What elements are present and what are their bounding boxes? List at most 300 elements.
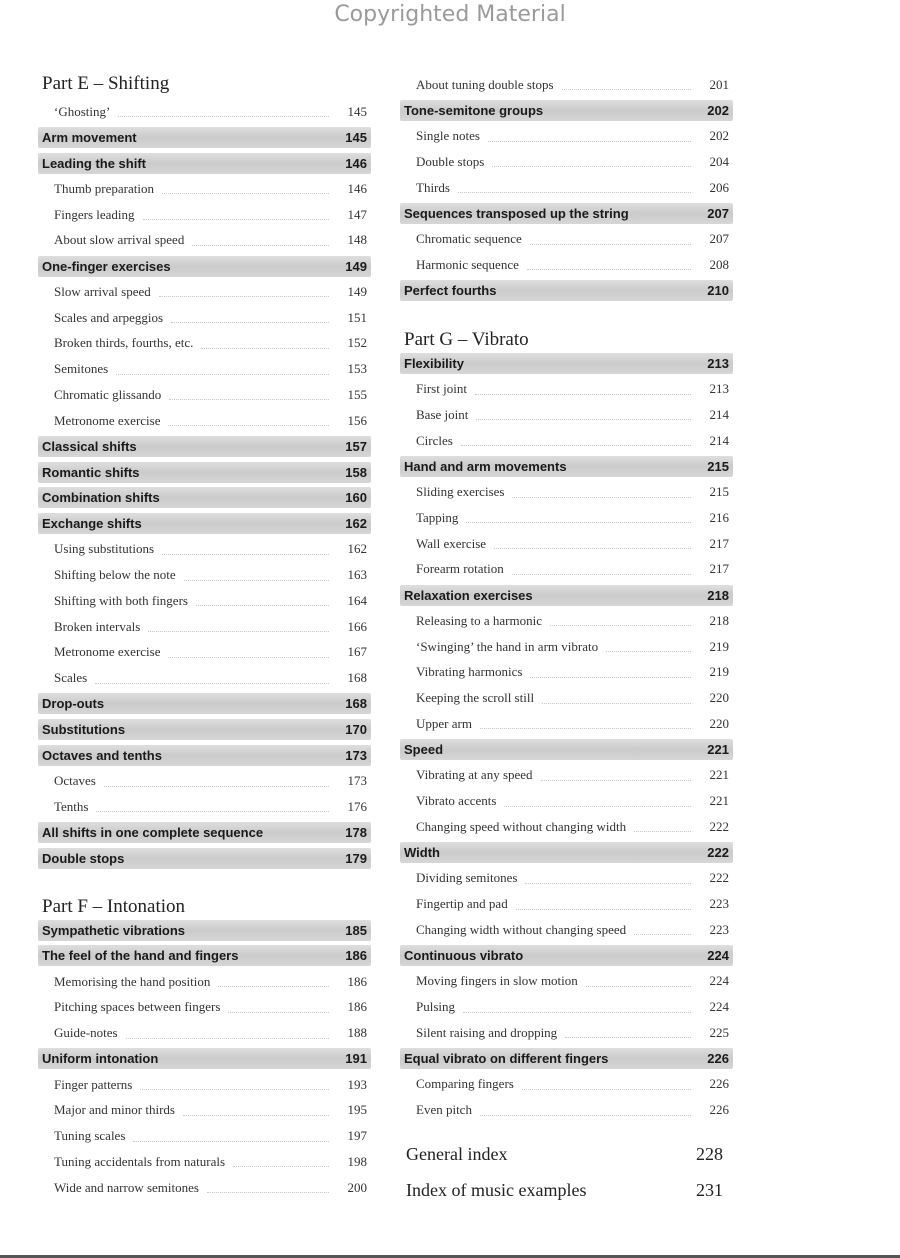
toc-entry — [400, 688, 733, 709]
toc-entry — [38, 1151, 371, 1172]
toc-page-number: 224 — [709, 999, 729, 1014]
toc-entry — [38, 668, 371, 689]
toc-entry — [38, 1177, 371, 1198]
leader-dots — [476, 419, 691, 420]
toc-entry-label: Drop-outs — [42, 696, 105, 712]
leader-dots — [480, 728, 691, 729]
toc-entry-label: Vibrato accents — [416, 793, 497, 808]
toc-entry — [400, 636, 733, 657]
toc-page-number: 149 — [345, 258, 367, 274]
toc-entry-label: Dividing semitones — [416, 870, 518, 886]
toc-page-number: 217 — [709, 561, 729, 577]
leader-dots — [606, 651, 691, 652]
toc-page-number: 193 — [347, 1076, 367, 1092]
toc-section-heading — [38, 487, 371, 508]
toc-entry — [400, 559, 733, 580]
toc-entry-label: Wide and narrow semitones — [54, 1179, 199, 1195]
toc-entry-label: Shifting below the note — [54, 567, 176, 582]
toc-entry-label: Chromatic sequence — [416, 231, 522, 246]
toc-entry-label: Base joint — [416, 406, 469, 422]
toc-page-number: 145 — [345, 129, 367, 145]
toc-entry — [38, 410, 371, 431]
leader-dots — [634, 934, 691, 935]
toc-page-number: 216 — [709, 509, 729, 525]
toc-page-number: 218 — [709, 612, 729, 628]
leader-dots — [475, 394, 691, 395]
leader-dots — [516, 909, 691, 910]
toc-entry — [38, 590, 371, 611]
toc-entry-label: Broken thirds, fourths, etc. — [54, 335, 194, 351]
toc-section-heading — [38, 462, 371, 483]
toc-entry — [400, 1100, 733, 1121]
toc-entry-label: Slow arrival speed — [54, 283, 151, 299]
part-heading: Part F – Intonation — [42, 896, 186, 917]
toc-entry — [38, 1100, 371, 1121]
toc-page-number: 202 — [707, 102, 729, 118]
toc-page-number: 176 — [347, 798, 367, 814]
toc-page-number: 220 — [709, 715, 729, 731]
toc-entry — [400, 610, 733, 631]
toc-entry-label: Major and minor thirds — [54, 1102, 175, 1118]
toc-page-number: 213 — [707, 355, 729, 371]
toc-entry-label: Leading the shift — [42, 155, 146, 171]
toc-page-number: 202 — [709, 128, 729, 143]
leader-dots — [458, 192, 691, 193]
leader-dots — [522, 1089, 691, 1090]
leader-dots — [461, 445, 691, 446]
toc-entry-label: Exchange shifts — [42, 516, 142, 531]
toc-entry-label: The feel of the hand and fingers — [42, 948, 239, 964]
toc-page-number: 160 — [345, 490, 367, 506]
toc-entry-label: Fingers leading — [54, 206, 135, 222]
toc-section-heading — [400, 739, 733, 760]
toc-page-number: 163 — [347, 567, 367, 582]
toc-entry-label: Fingertip and pad — [416, 896, 508, 911]
leader-dots — [95, 683, 329, 684]
toc-page-number: 208 — [709, 256, 729, 272]
toc-entry-label: Sliding exercises — [416, 484, 505, 499]
toc-entry-label: Changing width without changing speed — [416, 921, 627, 937]
toc-entry — [400, 997, 733, 1018]
toc-page-number: 222 — [707, 845, 729, 860]
toc-entry-label: Tuning scales — [54, 1128, 126, 1143]
index-page-number: 231 — [696, 1179, 723, 1200]
leader-dots — [207, 1192, 329, 1193]
leader-dots — [104, 786, 329, 787]
toc-page-number: 173 — [345, 747, 367, 763]
toc-entry-label: Flexibility — [404, 355, 464, 371]
leader-dots — [480, 1115, 691, 1116]
toc-page-number: 219 — [709, 664, 729, 680]
toc-entry-label: Shifting with both fingers — [54, 592, 188, 608]
toc-entry-label: Relaxation exercises — [404, 587, 533, 603]
toc-entry-label: Using substitutions — [54, 541, 155, 557]
toc-page-number: 207 — [707, 205, 729, 221]
toc-page-number: 222 — [709, 818, 729, 834]
toc-entry — [38, 230, 371, 251]
toc-entry — [400, 177, 733, 198]
toc-entry-label: Equal vibrato on different fingers — [404, 1051, 609, 1066]
index-entry — [400, 1176, 733, 1204]
toc-entry-label: Thumb preparation — [54, 180, 154, 196]
toc-entry — [38, 307, 371, 328]
toc-entry-label: Substitutions — [42, 722, 126, 737]
leader-dots — [184, 580, 329, 581]
toc-entry — [400, 816, 733, 837]
index-entry-label: General index — [406, 1143, 508, 1164]
leader-dots — [586, 986, 691, 987]
leader-dots — [171, 322, 329, 323]
toc-entry — [38, 539, 371, 560]
toc-entry — [400, 791, 733, 812]
toc-entry — [38, 997, 371, 1018]
toc-entry-label: Vibrating harmonics — [416, 664, 523, 680]
toc-entry — [400, 482, 733, 503]
toc-page-number: 186 — [345, 948, 367, 964]
leader-dots — [133, 1141, 329, 1142]
toc-page-number: 201 — [709, 76, 729, 92]
toc-entry — [400, 254, 733, 275]
toc-entry — [38, 359, 371, 380]
toc-page-number: 147 — [347, 206, 367, 222]
toc-section-heading — [400, 203, 733, 224]
toc-page-number: 206 — [709, 179, 729, 195]
toc-entry-label: Hand and arm movements — [404, 458, 567, 474]
toc-entry-label: Double stops — [416, 153, 485, 169]
toc-entry — [38, 1023, 371, 1044]
toc-page-number: 214 — [709, 406, 729, 422]
toc-page-number: 221 — [707, 742, 729, 757]
toc-entry — [38, 281, 371, 302]
toc-entry-label: Metronome exercise — [54, 412, 161, 428]
leader-dots — [512, 497, 691, 498]
toc-entry-label: Keeping the scroll still — [416, 690, 535, 705]
toc-entry-label: Octaves — [54, 773, 96, 788]
leader-dots — [634, 831, 691, 832]
toc-entry-label: All shifts in one complete sequence — [42, 825, 264, 840]
toc-entry — [400, 919, 733, 940]
toc-entry-label: Wall exercise — [416, 535, 487, 551]
leader-dots — [140, 1089, 329, 1090]
toc-page-number: 224 — [709, 973, 729, 989]
toc-page-number: 219 — [709, 638, 729, 654]
leader-dots — [530, 244, 691, 245]
toc-page-number: 217 — [709, 535, 729, 551]
toc-entry-label: Thirds — [416, 179, 450, 195]
toc-entry-label: Tuning accidentals from naturals — [54, 1153, 226, 1169]
toc-entry-label: Finger patterns — [54, 1076, 133, 1092]
toc-entry — [38, 333, 371, 354]
toc-entry-label: Forearm rotation — [416, 561, 504, 577]
leader-dots — [183, 1115, 329, 1116]
toc-entry — [400, 430, 733, 451]
toc-entry-label: Circles — [416, 432, 453, 448]
leader-dots — [525, 883, 691, 884]
leader-dots — [169, 399, 329, 400]
toc-page-number: 218 — [707, 587, 729, 603]
toc-page-number: 195 — [347, 1102, 367, 1118]
toc-page-number: 197 — [347, 1128, 367, 1143]
toc-page-number: 191 — [345, 1051, 367, 1067]
toc-entry-label: Speed — [404, 742, 444, 757]
toc-page-number: 222 — [709, 870, 729, 886]
toc-entry — [38, 642, 371, 663]
toc-page-number: 164 — [347, 592, 367, 608]
toc-entry-label: Releasing to a harmonic — [416, 612, 542, 628]
toc-page-number: 215 — [707, 458, 729, 474]
toc-page-number: 225 — [709, 1024, 729, 1040]
toc-entry — [38, 796, 371, 817]
toc-entry-label: Octaves and tenths — [42, 747, 162, 763]
part-heading: Part E – Shifting — [42, 73, 170, 94]
toc-entry-label: Broken intervals — [54, 618, 141, 634]
leader-dots — [542, 703, 691, 704]
leader-dots — [463, 1012, 691, 1013]
leader-dots — [118, 116, 329, 117]
toc-page-number: 186 — [347, 999, 367, 1015]
toc-page-number: 223 — [709, 921, 729, 937]
toc-entry — [400, 1022, 733, 1043]
toc-page-number: 210 — [707, 283, 729, 298]
toc-entry — [400, 1074, 733, 1095]
toc-entry — [400, 713, 733, 734]
toc-entry-label: About tuning double stops — [416, 76, 554, 92]
toc-entry-label: Changing speed without changing width — [416, 818, 627, 834]
toc-entry-label: Scales — [54, 670, 88, 685]
toc-section-heading — [400, 945, 733, 966]
toc-entry-label: Tone-semitone groups — [404, 102, 544, 118]
toc-section-heading — [400, 585, 733, 606]
toc-page-number: 226 — [707, 1051, 729, 1066]
toc-page-number: 207 — [709, 231, 729, 246]
toc-page-number: 213 — [709, 381, 729, 396]
toc-page-number: 204 — [709, 153, 729, 169]
toc-page-number: 223 — [709, 896, 729, 911]
toc-entry-label: Vibrating at any speed — [416, 767, 533, 783]
toc-entry-label: Comparing fingers — [416, 1076, 514, 1092]
leader-dots — [527, 269, 691, 270]
toc-section-heading — [400, 842, 733, 863]
toc-entry — [400, 868, 733, 889]
toc-entry-label: Single notes — [416, 128, 480, 143]
leader-dots — [148, 631, 329, 632]
toc-page-number: 185 — [345, 922, 367, 938]
toc-page-number: 145 — [347, 103, 367, 119]
toc-entry-label: Even pitch — [416, 1102, 472, 1117]
toc-page-number: 188 — [347, 1025, 367, 1040]
toc-entry-label: About slow arrival speed — [54, 232, 185, 248]
toc-entry — [400, 404, 733, 425]
toc-page-number: 214 — [709, 432, 729, 448]
toc-entry — [400, 379, 733, 400]
toc-section-heading — [400, 353, 733, 374]
leader-dots — [562, 89, 691, 90]
toc-entry-label: Metronome exercise — [54, 644, 161, 660]
leader-dots — [466, 522, 691, 523]
toc-section-heading — [38, 513, 371, 534]
leader-dots — [218, 986, 329, 987]
toc-page-number: 226 — [709, 1102, 729, 1117]
toc-entry — [38, 565, 371, 586]
toc-entry — [38, 384, 371, 405]
toc-entry — [38, 204, 371, 225]
leader-dots — [494, 548, 691, 549]
toc-page-number: 198 — [347, 1153, 367, 1169]
toc-entry — [400, 894, 733, 915]
toc-entry-label: Width — [404, 845, 440, 860]
part-heading: Part G – Vibrato — [404, 329, 529, 350]
leader-dots — [201, 348, 329, 349]
toc-entry — [400, 229, 733, 250]
leader-dots — [541, 780, 691, 781]
toc-entry — [38, 1074, 371, 1095]
leader-dots — [126, 1038, 329, 1039]
toc-page-number: 151 — [347, 309, 367, 325]
toc-page-number: 167 — [347, 644, 367, 660]
leader-dots — [530, 677, 691, 678]
toc-section-heading — [38, 256, 371, 277]
toc-entry-label: Pulsing — [416, 999, 456, 1014]
toc-entry-label: Classical shifts — [42, 438, 137, 454]
toc-page-number: 158 — [345, 464, 367, 480]
toc-entry-label: Sympathetic vibrations — [42, 922, 186, 938]
toc-page-number: 178 — [345, 825, 367, 840]
toc-entry — [400, 662, 733, 683]
leader-dots — [168, 425, 329, 426]
index-entry-label: Index of music examples — [406, 1179, 587, 1200]
toc-page-number: 224 — [707, 948, 729, 963]
toc-entry-label: Upper arm — [416, 715, 472, 731]
leader-dots — [168, 657, 329, 658]
toc-entry-label: ‘Swinging’ the hand in arm vibrato — [416, 638, 599, 654]
leader-dots — [96, 811, 329, 812]
toc-entry — [38, 616, 371, 637]
toc-entry-label: Pitching spaces between fingers — [54, 999, 221, 1015]
leader-dots — [159, 296, 329, 297]
toc-page-number: 226 — [709, 1076, 729, 1092]
toc-entry — [38, 771, 371, 792]
toc-entry — [38, 971, 371, 992]
leader-dots — [143, 219, 329, 220]
toc-page-number: 215 — [709, 484, 729, 499]
leader-dots — [192, 245, 329, 246]
toc-page-number: 156 — [347, 412, 367, 428]
toc-entry-label: Tapping — [416, 509, 459, 525]
toc-section-heading — [38, 436, 371, 457]
toc-entry — [400, 765, 733, 786]
toc-entry-label: Perfect fourths — [404, 283, 497, 298]
toc-page-number: 220 — [709, 690, 729, 705]
toc-section-heading — [400, 280, 733, 301]
toc-entry-label: Guide-notes — [54, 1025, 118, 1040]
leader-dots — [116, 374, 329, 375]
leader-dots — [162, 193, 329, 194]
toc-section-heading — [38, 848, 371, 869]
toc-entry-label: Scales and arpeggios — [54, 309, 164, 325]
toc-section-heading — [38, 719, 371, 740]
toc-page-number: 168 — [345, 696, 367, 712]
leader-dots — [228, 1012, 329, 1013]
toc-section-heading — [38, 920, 371, 941]
toc-section-heading — [400, 1048, 733, 1069]
toc-entry-label: Memorising the hand position — [54, 973, 211, 989]
copyright-watermark: Copyrighted Material — [334, 2, 566, 27]
toc-entry-label: Combination shifts — [42, 490, 160, 506]
toc-section-heading — [38, 745, 371, 766]
toc-section-heading — [400, 456, 733, 477]
toc-entry-label: Semitones — [54, 361, 109, 376]
toc-page-number: 179 — [345, 850, 367, 866]
toc-page-number: 149 — [347, 283, 367, 299]
toc-page-number: 157 — [345, 438, 367, 454]
leader-dots — [196, 605, 329, 606]
toc-entry-label: Continuous vibrato — [404, 948, 524, 963]
toc-page-number: 162 — [347, 541, 367, 557]
toc-page-number: 152 — [347, 335, 367, 351]
toc-page-number: 200 — [347, 1179, 367, 1195]
toc-page-number: 153 — [347, 361, 367, 376]
toc-section-heading — [38, 822, 371, 843]
toc-page-number: 186 — [347, 973, 367, 989]
toc-section-heading — [400, 100, 733, 121]
toc-section-heading — [38, 693, 371, 714]
toc-page-number: 155 — [347, 386, 367, 402]
toc-page-number: 162 — [345, 516, 367, 531]
toc-entry-label: Uniform intonation — [42, 1051, 159, 1067]
toc-entry-label: ‘Ghosting’ — [54, 103, 111, 119]
toc-entry — [38, 178, 371, 199]
toc-entry-label: Tenths — [54, 798, 89, 814]
index-page-number: 228 — [696, 1143, 723, 1164]
toc-page-number: 166 — [347, 618, 367, 634]
toc-entry-label: Arm movement — [42, 129, 137, 145]
toc-section-heading — [38, 127, 371, 148]
toc-entry-label: Double stops — [42, 850, 125, 866]
toc-entry-label: Chromatic glissando — [54, 386, 162, 402]
toc-page-number: 170 — [345, 722, 367, 737]
toc-entry — [400, 151, 733, 172]
toc-page-number: 221 — [709, 793, 729, 808]
toc-section-heading — [38, 153, 371, 174]
toc-page-number: 221 — [709, 767, 729, 783]
toc-page-number: 146 — [347, 180, 367, 196]
toc-entry — [400, 533, 733, 554]
toc-section-heading — [38, 1048, 371, 1069]
index-entry — [400, 1140, 733, 1168]
toc-entry — [400, 74, 733, 95]
leader-dots — [504, 806, 691, 807]
leader-dots — [550, 625, 691, 626]
toc-entry-label: One-finger exercises — [42, 258, 171, 274]
toc-entry-label: Sequences transposed up the string — [404, 205, 629, 221]
toc-entry — [38, 101, 371, 122]
toc-entry — [400, 507, 733, 528]
toc-entry — [400, 971, 733, 992]
toc-page-number: 173 — [347, 773, 367, 788]
leader-dots — [162, 554, 329, 555]
toc-section-heading — [38, 945, 371, 966]
toc-entry-label: Moving fingers in slow motion — [416, 973, 578, 989]
toc-entry — [38, 1126, 371, 1147]
toc-page-number: 146 — [345, 155, 367, 171]
toc-entry-label: Harmonic sequence — [416, 256, 519, 272]
toc-page-number: 148 — [347, 232, 367, 248]
toc-entry-label: First joint — [416, 381, 467, 396]
toc-entry-label: Silent raising and dropping — [416, 1024, 558, 1040]
toc-entry — [400, 126, 733, 147]
leader-dots — [492, 166, 691, 167]
leader-dots — [512, 574, 691, 575]
